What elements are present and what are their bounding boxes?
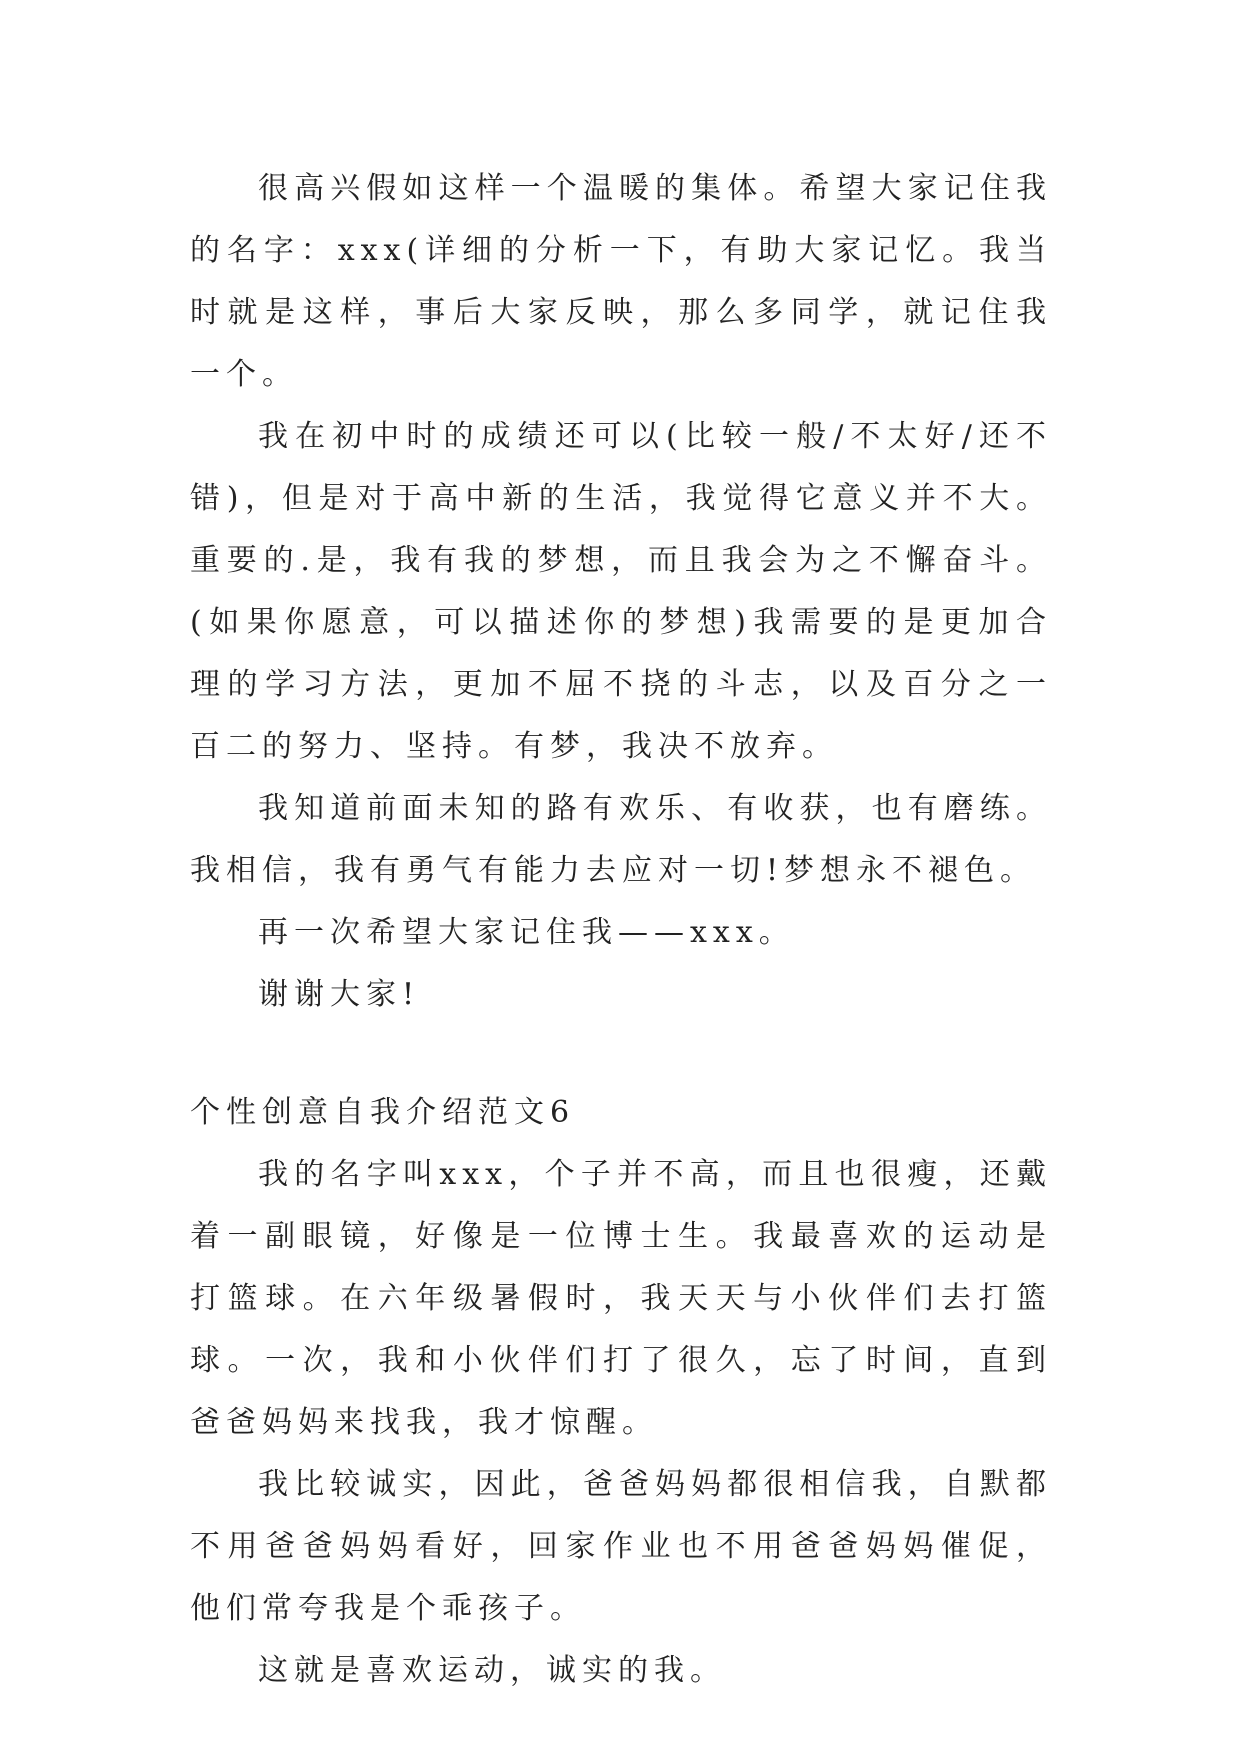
document-body bbox=[190, 158, 1052, 1702]
paragraph: 很高兴假如这样一个温暖的集体。希望大家记住我的名字：xxx(详细的分析一下，有助大家记忆。我当时就是这样，事后大家反映，那么多同学，就记住我一个。 bbox=[190, 171, 1052, 392]
paragraph: 再一次希望大家记住我——xxx。 bbox=[258, 915, 795, 950]
paragraph: 我知道前面未知的路有欢乐、有收获，也有磨练。我相信，我有勇气有能力去应对一切!梦想永不褪色。 bbox=[190, 791, 1052, 888]
paragraph: 这就是喜欢运动，诚实的我。 bbox=[258, 1653, 726, 1688]
section-spacer bbox=[190, 1026, 1052, 1082]
paragraph: 我的名字叫xxx，个子并不高，而且也很瘦，还戴着一副眼镜，好像是一位博士生。我最喜欢的运动是打篮球。在六年级暑假时，我天天与小伙伴们去打篮球。一次，我和小伙伴们打了很久，忘了时间，直到爸爸妈妈来找我，我才惊醒。 bbox=[190, 1157, 1052, 1440]
section-title: 个性创意自我介绍范文6 bbox=[190, 1095, 576, 1130]
paragraph: 我比较诚实，因此，爸爸妈妈都很相信我，自默都不用爸爸妈妈看好，回家作业也不用爸爸妈妈催促，他们常夸我是个乖孩子。 bbox=[190, 1467, 1052, 1626]
paragraph: 我在初中时的成绩还可以(比较一般/不太好/还不错)，但是对于高中新的生活，我觉得它意义并不大。重要的.是，我有我的梦想，而且我会为之不懈奋斗。(如果你愿意，可以描述你的梦想)我需要的是更加合理的学习方法，更加不屈不挠的斗志，以及百分之一百二的努力、坚持。有梦，我决不放弃。 bbox=[190, 419, 1052, 764]
paragraph: 谢谢大家! bbox=[258, 977, 421, 1012]
